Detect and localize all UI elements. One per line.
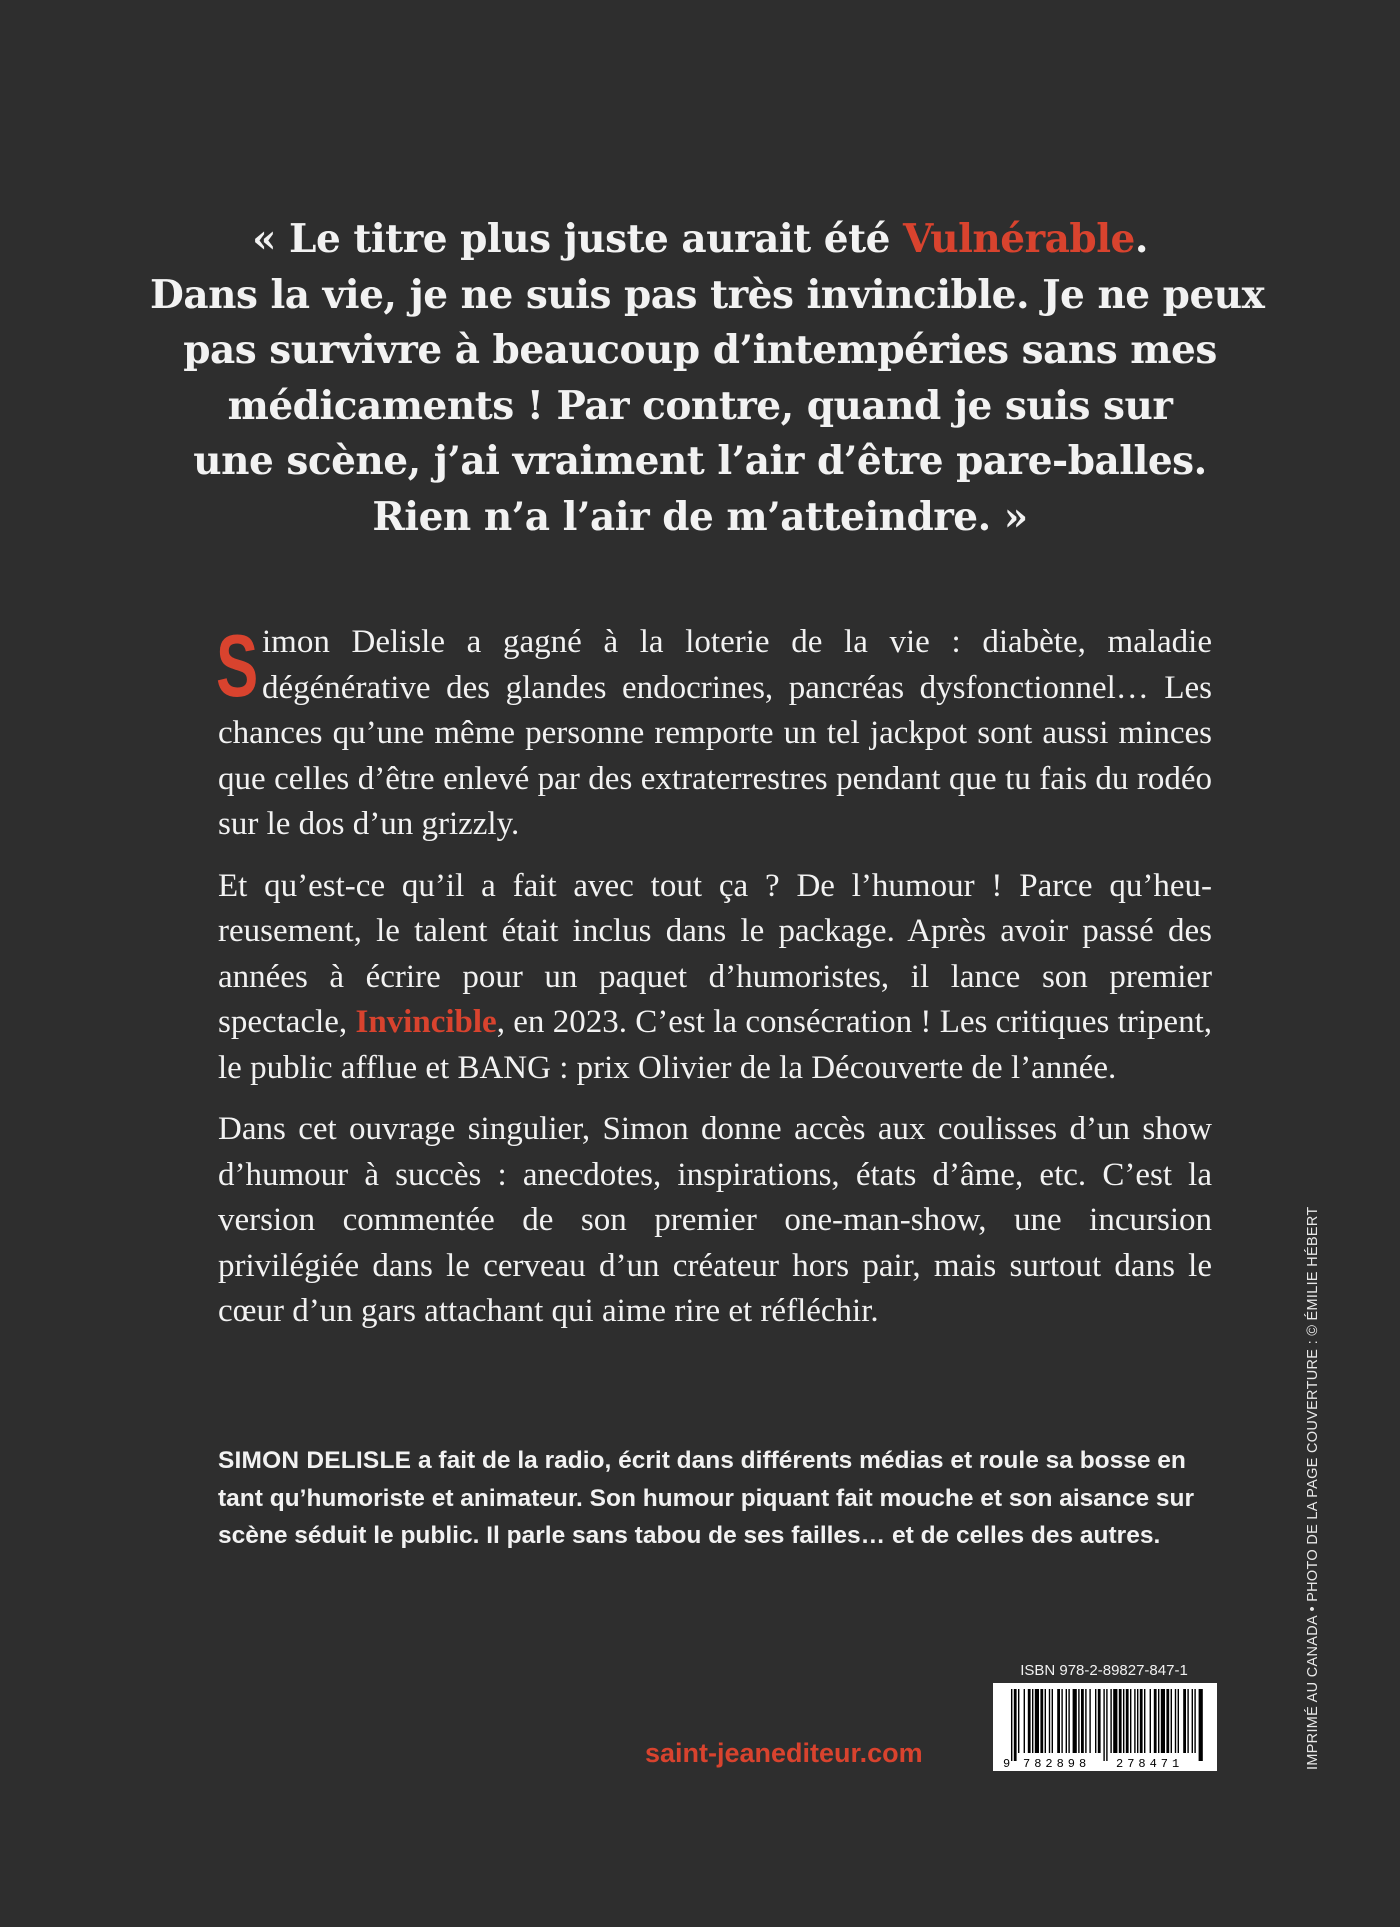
barcode-bar [1150, 1689, 1151, 1753]
barcode-bar [1194, 1689, 1195, 1753]
quote-line-5: une scène, j’ai vraiment l’air d’être pare-balles. [193, 438, 1207, 484]
barcode-bar [1140, 1689, 1143, 1753]
barcode-bar [1137, 1689, 1138, 1753]
barcode-bar [1014, 1689, 1017, 1761]
barcode-bar [1134, 1689, 1135, 1753]
barcode-bar [1011, 1689, 1012, 1761]
description-paragraph-3: Dans cet ouvrage singulier, Simon donne accès aux coulisses d’un show d’humour à succès : anecdotes, inspirations, états d’âme, etc. C’est la version commentée de son premier one-man-show, une incursion privilégiée dans le cerveau d’un créateur hors pair, mais surtout dans le cœur d’un gars attachant qui aime rire et réfléchir. [218, 1111, 1212, 1329]
barcode [993, 1683, 1217, 1771]
description-paragraph-2: Et qu’est-ce qu’il a fait avec tout ça ? De l’humour ! Parce qu’heureusement, le talent était inclus dans le package. Après avoir passé des années à écrire pour un paquet d’humoristes, il lance son premier spectacle, Invincible, en 2023. C’est la consécration ! Les critiques tripent, le public afflue et BANG : prix Olivier de la Découverte de l’année. [218, 867, 1212, 1086]
author-bio: SIMON DELISLE a fait de la radio, écrit dans différents médias et roule sa bosse en tant qu’humoriste et animateur. Son humour piquant fait mouche et son aisance sur scène séduit le public. Il parle sans tabou de ses failles… et de celles des autres. [218, 1447, 1195, 1549]
quote-highlight-vulnerable: Vulnérable [903, 216, 1135, 262]
show-title-invincible: Invincible [355, 1004, 497, 1040]
barcode-bar [1078, 1689, 1079, 1753]
isbn-label: ISBN 978-2-89827-847-1 [1020, 1662, 1188, 1679]
barcode-bar [1199, 1689, 1203, 1761]
barcode-bar [1126, 1689, 1129, 1753]
barcode-bar [1130, 1689, 1131, 1753]
barcode-bar [1175, 1689, 1176, 1753]
barcode-bar [1052, 1689, 1053, 1753]
quote-line-6: Rien n’a l’air de m’atteindre. » [372, 493, 1028, 540]
barcode-bar [1073, 1689, 1077, 1753]
barcode-bar [1028, 1689, 1031, 1753]
barcode-bar [1158, 1689, 1159, 1753]
barcode-bar [1144, 1689, 1145, 1753]
barcode-bar [1154, 1689, 1157, 1753]
barcode-bar [1183, 1689, 1186, 1753]
barcode-bar [1024, 1689, 1025, 1753]
barcode-bar [1057, 1689, 1060, 1753]
barcode-bar [1098, 1689, 1101, 1753]
barcode-bar [1123, 1689, 1124, 1753]
barcode-bar [1161, 1689, 1165, 1753]
barcode-bar [1106, 1689, 1107, 1761]
publisher-website[interactable]: saint-jeanediteur.com [645, 1738, 923, 1768]
barcode-bar [1040, 1689, 1043, 1753]
barcode-bar [1068, 1689, 1069, 1753]
barcode-bar [1110, 1689, 1111, 1753]
barcode-bar [1095, 1689, 1096, 1753]
barcode-bar [1081, 1689, 1084, 1753]
barcode-bar [1089, 1689, 1090, 1753]
barcode-digits-right: 278471 [1116, 1757, 1184, 1771]
barcode-bar [1192, 1689, 1193, 1753]
book-description [216, 616, 1212, 1351]
barcode-digits-left: 782898 [1023, 1757, 1091, 1771]
barcode-bar [1085, 1689, 1086, 1753]
barcode-bar [1045, 1689, 1046, 1753]
drop-cap: S [216, 616, 259, 715]
quote-line-2: Dans la vie, je ne suis pas très invincible. Je ne peux [150, 271, 1265, 318]
quote-line-3: pas survivre à beaucoup d’intempéries sans mes [183, 327, 1217, 373]
barcode-bar [1066, 1689, 1067, 1753]
barcode-bar [1166, 1689, 1169, 1753]
print-credit: IMPRIMÉ AU CANADA • PHOTO DE LA PAGE COUVERTURE : © ÉMILIE HÉBERT [1305, 1206, 1321, 1770]
barcode-bar [1187, 1689, 1188, 1753]
barcode-bar [1061, 1689, 1062, 1753]
quote-line-1: « Le titre plus juste aurait été Vulnérable. [252, 216, 1148, 262]
barcode-bar [1032, 1689, 1033, 1753]
author-name: SIMON DELISLE [218, 1447, 412, 1474]
barcode-bar [1103, 1689, 1104, 1761]
barcode-bar [1035, 1689, 1039, 1753]
pull-quote [150, 212, 1265, 545]
description-paragraph-1: Simon Delisle a gagné à la loterie de la vie : diabète, maladie dégénérative des glandes endocrines, pancréas dysfonctionnel… Les chances qu’une même personne remporte un tel jackpot sont aussi minces que celles d’être enlevé par des extraterrestres pendant que tu fais du rodéo sur le dos d’un grizzly. [216, 616, 1212, 842]
barcode-bar [1119, 1689, 1122, 1753]
barcode-bar [1049, 1689, 1050, 1753]
barcode-bars [993, 1683, 1217, 1771]
quote-line-4: médicaments ! Par contre, quand je suis sur [227, 382, 1173, 429]
barcode-bar [1178, 1689, 1179, 1753]
barcode-bar [1113, 1689, 1117, 1753]
barcode-bar [1018, 1689, 1019, 1753]
barcode-digit-lead: 9 [1003, 1757, 1011, 1771]
barcode-bar [1171, 1689, 1172, 1753]
